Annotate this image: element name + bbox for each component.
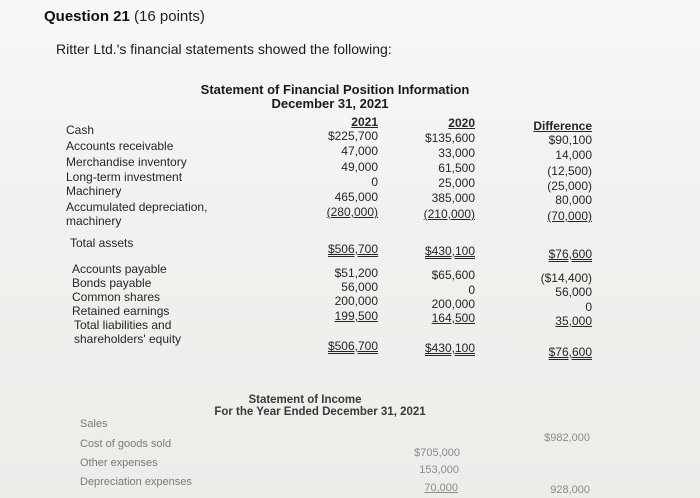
cs-2020: 200,000 — [431, 297, 475, 311]
sfp-title: Statement of Financial Position Information — [200, 82, 470, 97]
ar-2020: 33,000 — [438, 146, 475, 160]
opex-amount: 153,000 — [419, 464, 459, 476]
ap-2021: $51,200 — [334, 266, 378, 280]
mach-2020: 385,000 — [431, 191, 475, 205]
row-label-machinery: Machinery — [66, 184, 122, 198]
row-label-bonds: Bonds payable — [72, 276, 152, 290]
row-label-total-liab: Total liabilities and — [74, 318, 172, 332]
re-2021: 199,500 — [334, 309, 378, 323]
row-label-lti: Long-term investment — [66, 170, 183, 184]
lti-2020: 25,000 — [438, 176, 475, 190]
income-label-other-expenses: Other expenses — [80, 457, 158, 469]
income-label-depreciation: Depreciation expenses — [80, 476, 192, 488]
re-2020: 164,500 — [431, 311, 475, 325]
row-label-accdep: Accumulated depreciation, — [66, 200, 208, 214]
header-2021: 2021 — [351, 115, 378, 129]
ap-diff: ($14,400) — [540, 271, 592, 285]
lti-2021: 0 — [371, 175, 378, 189]
cs-2021: 200,000 — [334, 294, 378, 308]
question-title: Question 21 — [44, 8, 130, 25]
question-intro: Ritter Ltd.'s financial statements showed the following: — [56, 41, 392, 57]
soi-title: Statement of Income — [248, 394, 362, 406]
lti-diff: (25,000) — [547, 179, 592, 193]
ar-diff: 14,000 — [555, 148, 592, 162]
tle-2020: $430,100 — [424, 341, 475, 355]
inv-2021: 49,000 — [341, 160, 378, 174]
header-difference: Difference — [533, 119, 592, 133]
row-label-common-shares: Common shares — [72, 290, 161, 304]
tle-diff: $76,600 — [548, 345, 592, 359]
cogs-amount: $705,000 — [414, 447, 460, 459]
question-header — [44, 8, 205, 25]
total-assets-2020: $430,100 — [424, 244, 475, 258]
accdep-2021: (280,000) — [326, 205, 378, 219]
sfp-date: December 31, 2021 — [271, 96, 389, 111]
accdep-diff: (70,000) — [547, 209, 592, 223]
bp-2020: 0 — [468, 283, 475, 297]
row-label-accdep-2: machinery — [66, 214, 122, 228]
cash-diff: $90,100 — [548, 133, 592, 147]
row-label-cash: Cash — [66, 123, 95, 137]
accdep-2020: (210,000) — [423, 207, 475, 221]
bp-2021: 56,000 — [341, 280, 378, 294]
total-expenses-amount: 928,000 — [550, 484, 590, 496]
tle-2021: $506,700 — [327, 339, 378, 353]
cash-2020: $135,600 — [424, 131, 475, 145]
inv-2020: 61,500 — [438, 161, 475, 175]
row-label-total-assets: Total assets — [70, 236, 134, 250]
total-assets-diff: $76,600 — [548, 247, 592, 261]
sales-amount: $982,000 — [544, 432, 590, 444]
cs-diff: 0 — [585, 300, 592, 314]
bp-diff: 56,000 — [555, 285, 592, 299]
ar-2021: 47,000 — [341, 144, 378, 158]
mach-diff: 80,000 — [555, 193, 592, 207]
row-label-inventory: Merchandise inventory — [66, 155, 187, 169]
dep-amount: 70,000 — [424, 482, 458, 494]
row-label-total-liab-2: shareholders' equity — [74, 332, 182, 346]
header-2020: 2020 — [448, 116, 475, 130]
row-label-ar: Accounts receivable — [66, 139, 174, 153]
re-diff: 35,000 — [555, 314, 592, 328]
mach-2021: 465,000 — [334, 190, 378, 204]
row-label-ap: Accounts payable — [72, 262, 167, 276]
question-points: (16 points) — [134, 8, 205, 25]
total-assets-2021: $506,700 — [327, 242, 378, 256]
income-label-sales: Sales — [80, 418, 108, 430]
income-label-cogs: Cost of goods sold — [80, 438, 172, 450]
cash-2021: $225,700 — [327, 129, 378, 143]
ap-2020: $65,600 — [431, 268, 475, 282]
soi-period: For the Year Ended December 31, 2021 — [214, 406, 426, 418]
inv-diff: (12,500) — [547, 164, 592, 178]
row-label-retained-earnings: Retained earnings — [72, 304, 170, 318]
